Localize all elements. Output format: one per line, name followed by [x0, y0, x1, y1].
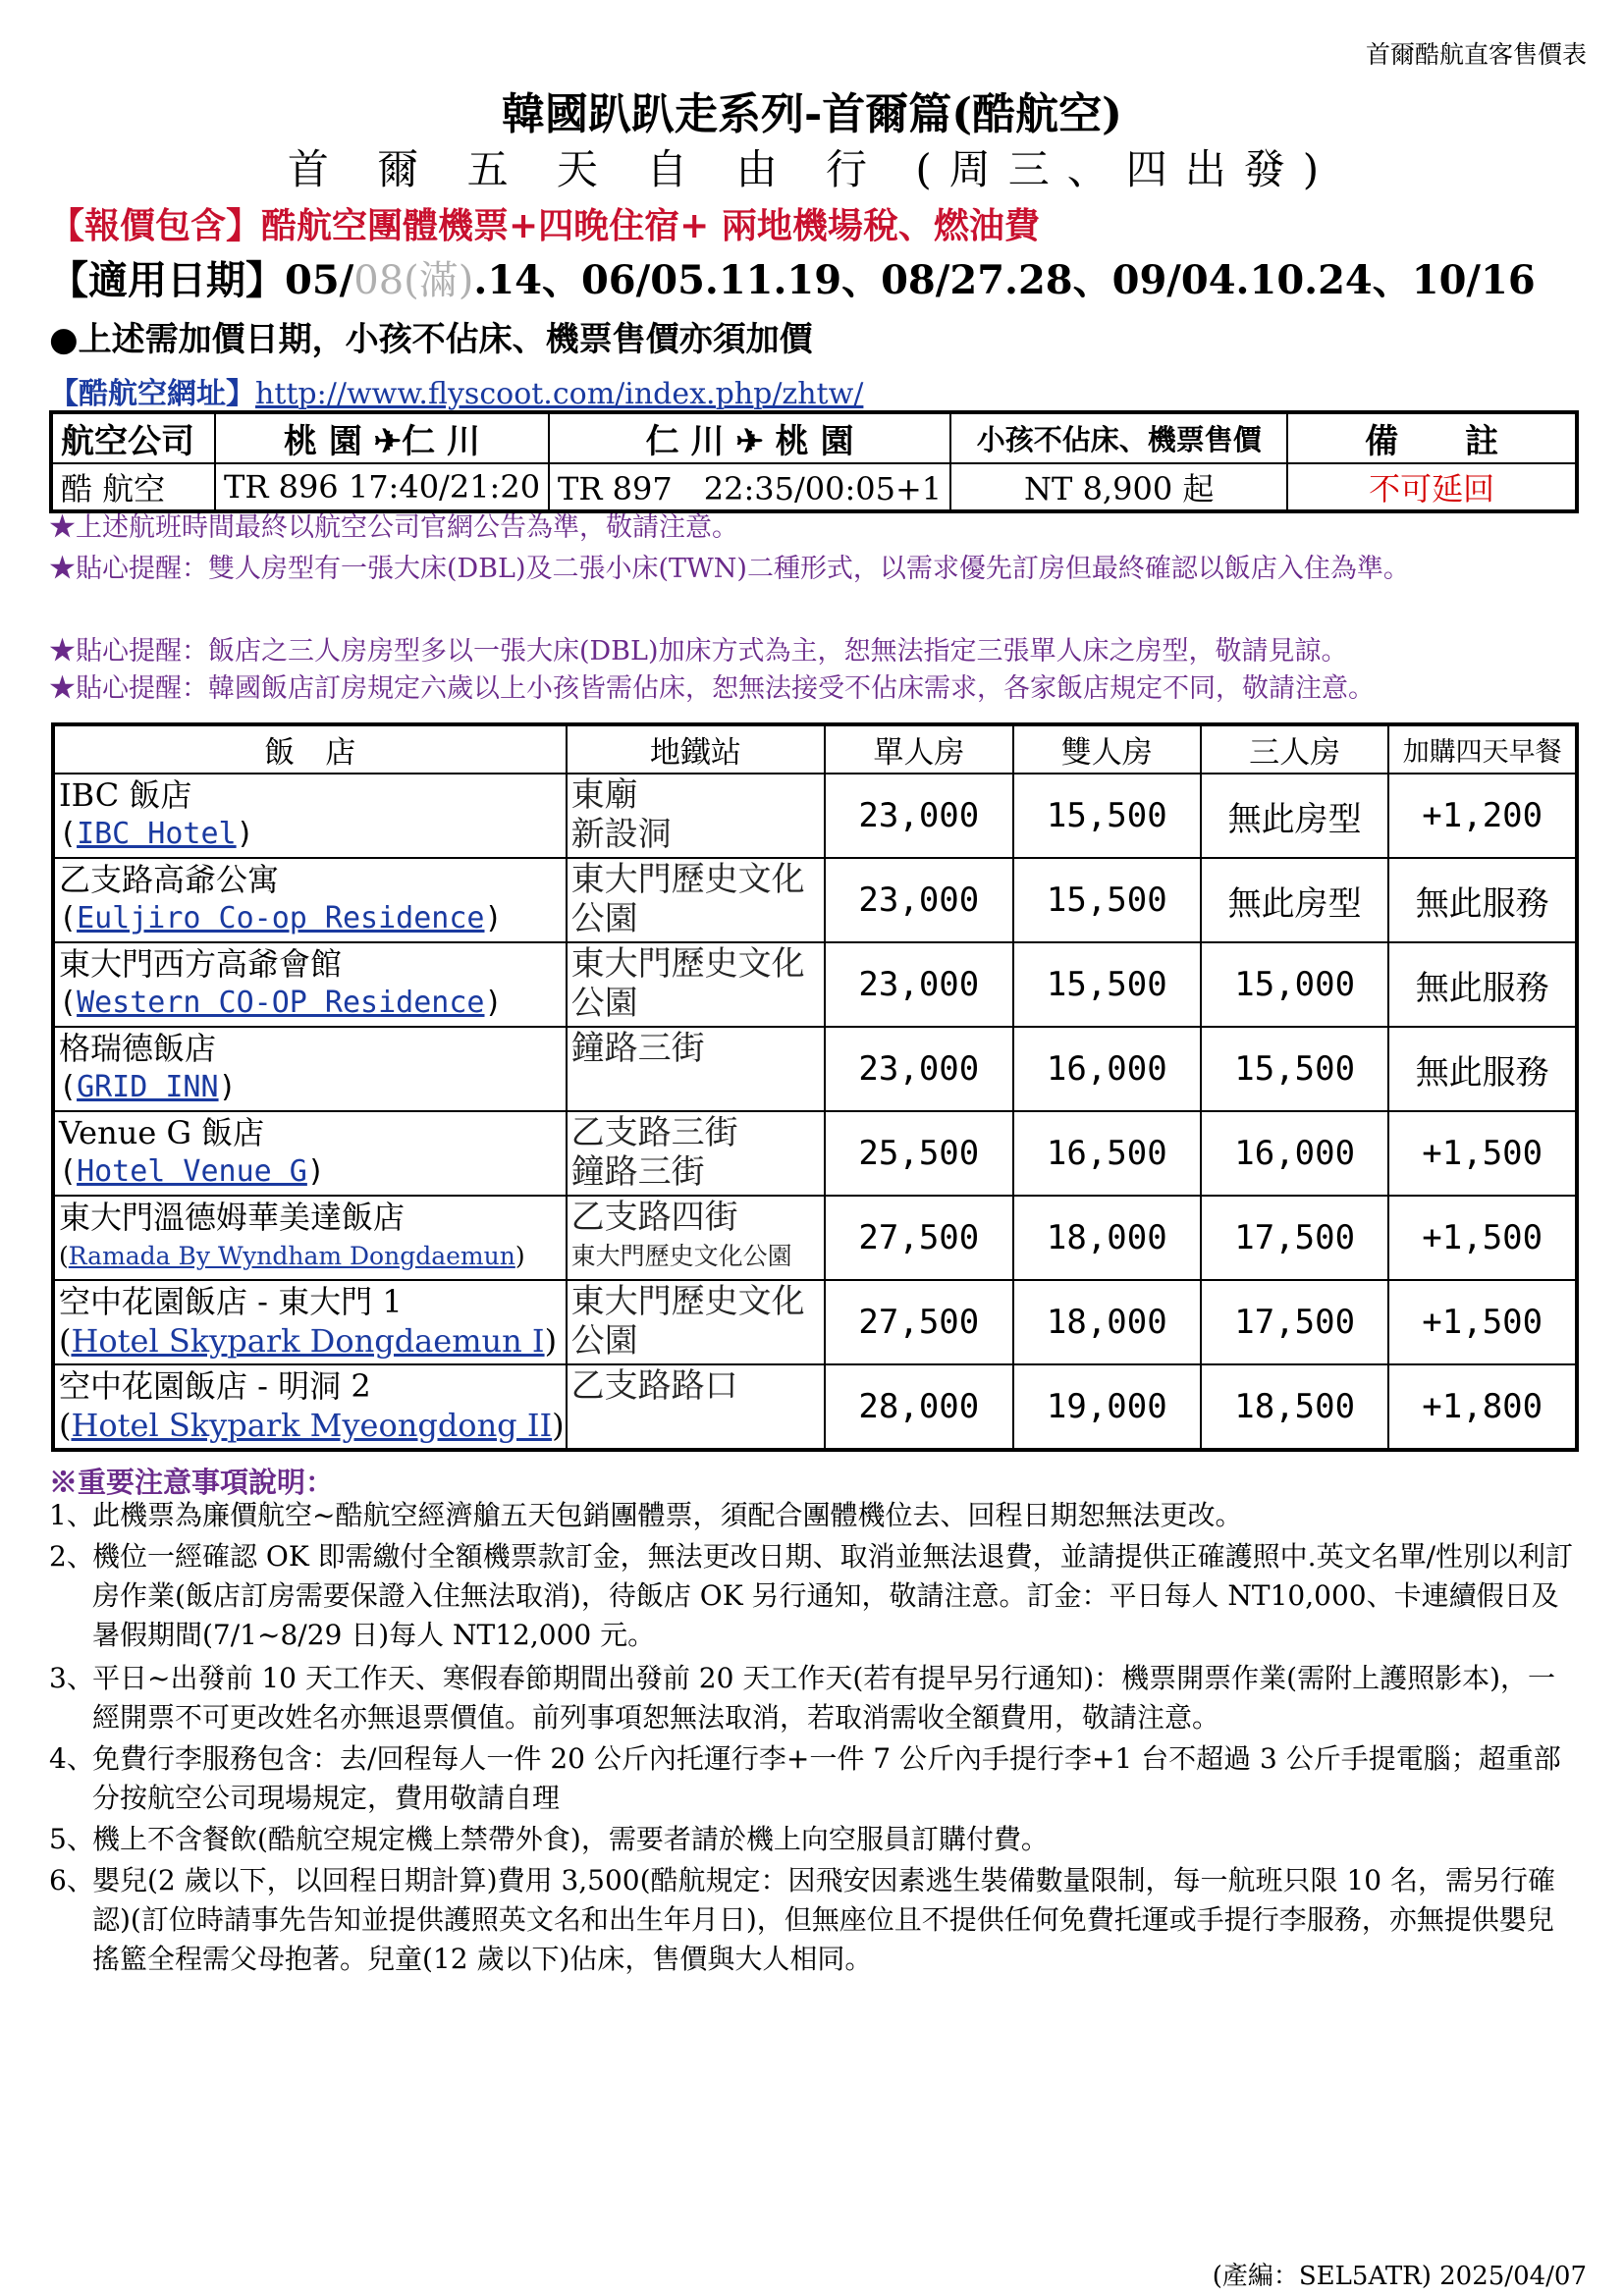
- metro-station-2: 公園: [570, 984, 638, 1023]
- note-3: [49, 1659, 1581, 1737]
- hotel-name-zh: 空中花園飯店 - 明洞 2: [59, 1367, 371, 1405]
- triple-room-price: 18,500: [1201, 1364, 1388, 1450]
- single-room-price: 23,000: [825, 942, 1012, 1027]
- triple-room-price: 無此房型: [1201, 774, 1388, 858]
- page-title: 韓國趴趴走系列-首爾篇(酷航空): [502, 89, 1122, 139]
- surcharge-note: ●上述需加價日期，小孩不佔床、機票售價亦須加價: [49, 320, 813, 359]
- flight-child-price: NT 8,900 起: [950, 463, 1287, 511]
- dates-part2: .14、06/05.11.19、08/27.28、09/04.10.24、10/16: [473, 257, 1536, 303]
- breakfast-addon-price: +1,800: [1388, 1364, 1577, 1450]
- note-number: 2、: [49, 1540, 94, 1573]
- double-room-price: 18,000: [1013, 1196, 1201, 1280]
- metro-station-2: 鐘路三街: [570, 1152, 705, 1192]
- flight-return: TR 897 22:35/00:05+1: [549, 463, 950, 511]
- hotel-header-row: [53, 724, 1577, 774]
- footer-product-code: (產編：SEL5ATR) 2025/04/07: [1212, 2262, 1587, 2291]
- star-note-2: ★貼心提醒：雙人房型有一張大床(DBL)及二張小床(TWN)二種形式，以需求優先訂房但最終確認以飯店入住為準。: [49, 554, 1410, 584]
- metro-station-2: 新設洞: [570, 815, 672, 854]
- hotel-header-single: 單人房: [825, 724, 1012, 774]
- note-text: 此機票為廉價航空~酷航空經濟艙五天包銷團體票，須配合團體機位去、回程日期恕無法更改。: [92, 1499, 1243, 1531]
- single-room-price: 28,000: [825, 1364, 1012, 1450]
- hotel-price-table: [51, 722, 1579, 1452]
- hotel-name-cell: [53, 1111, 567, 1196]
- hotel-name-cell: [53, 1027, 567, 1111]
- metro-station-cell: [567, 774, 826, 858]
- flight-header-row: [51, 412, 1577, 463]
- hotel-name-en[interactable]: GRID INN: [77, 1070, 219, 1104]
- metro-station-cell: [567, 858, 826, 942]
- hotel-name-en[interactable]: Hotel Venue G: [77, 1154, 307, 1189]
- breakfast-addon-price: +1,500: [1388, 1196, 1577, 1280]
- note-5: [49, 1820, 1581, 1859]
- metro-station-cell: [567, 1196, 826, 1280]
- hotel-name-cell: [53, 1196, 567, 1280]
- flight-outbound: TR 896 17:40/21:20: [215, 463, 549, 511]
- hotel-row: [53, 858, 1577, 942]
- note-2: [49, 1537, 1581, 1655]
- metro-station-1: 東大門歷史文化: [570, 860, 805, 899]
- hotel-name-zh: 空中花園飯店 - 東大門 1: [59, 1283, 403, 1320]
- triple-room-price: 16,000: [1201, 1111, 1388, 1196]
- hotel-name-en[interactable]: Hotel Skypark Dongdaemun I: [71, 1322, 545, 1360]
- hotel-name-en-line: (Western CO-OP Residence): [59, 986, 503, 1020]
- flight-remarks: 不可延回: [1287, 463, 1577, 511]
- hotel-row: [53, 1280, 1577, 1364]
- note-4: [49, 1739, 1581, 1818]
- metro-station-cell: [567, 942, 826, 1027]
- metro-station-cell: [567, 1027, 826, 1111]
- hotel-header-station: 地鐵站: [567, 724, 826, 774]
- hotel-name-en-line: (Euljiro Co-op Residence): [59, 901, 503, 935]
- breakfast-addon-price: 無此服務: [1388, 942, 1577, 1027]
- hotel-name-en-line: (IBC Hotel): [59, 817, 254, 851]
- flight-header-remarks: 備 註: [1287, 412, 1577, 463]
- notes-heading: ※重要注意事項說明：: [49, 1466, 335, 1499]
- hotel-row: [53, 774, 1577, 858]
- header-note: 首爾酷航直客售價表: [1365, 40, 1587, 69]
- hotel-name-cell: [53, 858, 567, 942]
- hotel-row: [53, 1111, 1577, 1196]
- hotel-name-en[interactable]: IBC Hotel: [77, 817, 237, 851]
- breakfast-addon-price: 無此服務: [1388, 858, 1577, 942]
- note-number: 1、: [49, 1499, 94, 1531]
- star-note-4: ★貼心提醒：韓國飯店訂房規定六歲以上小孩皆需佔床，恕無法接受不佔床需求，各家飯店規定不同，敬請注意。: [49, 673, 1375, 704]
- website-link[interactable]: http://www.flyscoot.com/index.php/zhtw/: [255, 377, 864, 411]
- metro-station-cell: [567, 1280, 826, 1364]
- double-room-price: 16,000: [1013, 1027, 1201, 1111]
- metro-station-1: 乙支路路口: [570, 1366, 738, 1406]
- website-line: [49, 369, 863, 412]
- note-text: 免費行李服務包含：去/回程每人一件 20 公斤內托運行李+一件 7 公斤內手提行李+1 台不超過 3 公斤手提電腦；超重部分按航空公司現場規定，費用敬請自理: [92, 1742, 1561, 1814]
- hotel-name-zh: Venue G 飯店: [59, 1114, 265, 1151]
- flight-header-return: 仁 川 ✈ 桃 園: [549, 412, 950, 463]
- triple-room-price: 15,000: [1201, 942, 1388, 1027]
- hotel-name-en[interactable]: Euljiro Co-op Residence: [77, 901, 485, 935]
- hotel-name-en-line: (Ramada By Wyndham Dongdaemun): [59, 1242, 525, 1270]
- star-note-3: ★貼心提醒：飯店之三人房房型多以一張大床(DBL)加床方式為主，恕無法指定三張單人床之房型，敬請見諒。: [49, 636, 1348, 667]
- hotel-name-en-line: (Hotel Skypark Myeongdong II): [59, 1407, 565, 1444]
- page-subtitle: 首 爾 五 天 自 由 行 (周三、四出發): [287, 145, 1337, 193]
- metro-station-1: 乙支路四街: [570, 1198, 738, 1237]
- flight-header-child-price: 小孩不佔床、機票售價: [950, 412, 1287, 463]
- metro-station-cell: [567, 1364, 826, 1450]
- website-label: 【酷航空網址】: [49, 377, 255, 411]
- breakfast-addon-price: +1,500: [1388, 1280, 1577, 1364]
- dates-part1: 05/: [285, 257, 354, 303]
- note-number: 4、: [49, 1742, 94, 1775]
- metro-station-1: 東大門歷史文化: [570, 1282, 805, 1321]
- hotel-name-en-line: (Hotel Skypark Dongdaemun I): [59, 1322, 558, 1360]
- hotel-name-zh: 東大門西方高爺會館: [59, 945, 343, 983]
- star-note-1: ★上述航班時間最終以航空公司官網公告為準，敬請注意。: [49, 512, 738, 543]
- single-room-price: 23,000: [825, 858, 1012, 942]
- metro-station-2: 公園: [570, 1321, 638, 1361]
- package-includes: 【報價包含】酷航空團體機票+四晚住宿+ 兩地機場稅、燃油費: [49, 205, 1040, 246]
- flight-data-row: [51, 463, 1577, 511]
- hotel-header-double: 雙人房: [1013, 724, 1201, 774]
- note-text: 機位一經確認 OK 即需繳付全額機票款訂金，無法更改日期、取消並無法退費，並請提供正確護照中.英文名單/性別以利訂房作業(飯店訂房需要保證入住無法取消)，待飯店 OK 另行通知，敬請注意。訂金：平日每人 NT10,000、卡連續假日及暑假期間(7/1~8/29 日)每人 NT12,000 元。: [92, 1540, 1574, 1651]
- note-number: 3、: [49, 1662, 94, 1694]
- note-number: 5、: [49, 1823, 94, 1855]
- triple-room-price: 17,500: [1201, 1280, 1388, 1364]
- hotel-name-en[interactable]: Western CO-OP Residence: [77, 986, 485, 1020]
- hotel-name-cell: [53, 1364, 567, 1450]
- hotel-header-hotel: 飯 店: [53, 724, 567, 774]
- double-room-price: 15,500: [1013, 858, 1201, 942]
- metro-station-2: 東大門歷史文化公園: [570, 1242, 792, 1270]
- triple-room-price: 15,500: [1201, 1027, 1388, 1111]
- hotel-row: [53, 1364, 1577, 1450]
- hotel-row: [53, 942, 1577, 1027]
- single-room-price: 23,000: [825, 1027, 1012, 1111]
- hotel-name-zh: 乙支路高爺公寓: [59, 861, 280, 898]
- double-room-price: 15,500: [1013, 942, 1201, 1027]
- hotel-name-cell: [53, 1280, 567, 1364]
- hotel-header-breakfast: 加購四天早餐: [1388, 724, 1577, 774]
- hotel-name-en-line: (GRID INN): [59, 1070, 237, 1104]
- double-room-price: 15,500: [1013, 774, 1201, 858]
- single-room-price: 23,000: [825, 774, 1012, 858]
- note-text: 機上不含餐飲(酷航空規定機上禁帶外食)，需要者請於機上向空服員訂購付費。: [92, 1823, 1049, 1855]
- metro-station-1: 乙支路三街: [570, 1113, 738, 1152]
- applicable-dates: [49, 249, 1536, 305]
- breakfast-addon-price: 無此服務: [1388, 1027, 1577, 1111]
- hotel-name-cell: [53, 774, 567, 858]
- note-text: 嬰兒(2 歲以下，以回程日期計算)費用 3,500(酷航規定：因飛安因素逃生裝備數量限制，每一航班只限 10 名，需另行確認)(訂位時請事先告知並提供護照英文名和出生年月日)，但無座位且不提供任何免費托運或手提行李服務，亦無提供嬰兒搖籃全程需父母抱著。兒童(12 歲以下)佔床，售價與大人相同。: [92, 1864, 1555, 1975]
- flight-header-airline: 航空公司: [51, 412, 215, 463]
- double-room-price: 18,000: [1013, 1280, 1201, 1364]
- breakfast-addon-price: +1,200: [1388, 774, 1577, 858]
- hotel-name-en[interactable]: Ramada By Wyndham Dongdaemun: [68, 1242, 515, 1270]
- triple-room-price: 17,500: [1201, 1196, 1388, 1280]
- single-room-price: 25,500: [825, 1111, 1012, 1196]
- hotel-name-en[interactable]: Hotel Skypark Myeongdong II: [71, 1407, 553, 1444]
- hotel-name-zh: 格瑞德飯店: [59, 1030, 217, 1067]
- metro-station-1: 東廟: [570, 775, 638, 815]
- metro-station-2: 公園: [570, 899, 638, 938]
- triple-room-price: 無此房型: [1201, 858, 1388, 942]
- note-number: 6、: [49, 1864, 94, 1896]
- note-1: [49, 1496, 1581, 1535]
- hotel-name-en-line: (Hotel Venue G): [59, 1154, 325, 1189]
- hotel-name-zh: 東大門溫德姆華美達飯店: [59, 1199, 406, 1236]
- flight-table: [49, 410, 1579, 513]
- double-room-price: 16,500: [1013, 1111, 1201, 1196]
- dates-full-note: 08(滿): [353, 258, 474, 303]
- hotel-name-cell: [53, 942, 567, 1027]
- single-room-price: 27,500: [825, 1196, 1012, 1280]
- dates-label: 【適用日期】: [49, 257, 285, 303]
- note-6: [49, 1861, 1581, 1979]
- double-room-price: 19,000: [1013, 1364, 1201, 1450]
- metro-station-1: 鐘路三街: [570, 1029, 705, 1068]
- hotel-row: [53, 1027, 1577, 1111]
- breakfast-addon-price: +1,500: [1388, 1111, 1577, 1196]
- metro-station-cell: [567, 1111, 826, 1196]
- hotel-name-zh: IBC 飯店: [59, 776, 192, 814]
- note-text: 平日~出發前 10 天工作天、寒假春節期間出發前 20 天工作天(若有提早另行通知)：機票開票作業(需附上護照影本)，一經開票不可更改姓名亦無退票價值。前列事項恕無法取消，若取消需收全額費用，敬請注意。: [92, 1662, 1556, 1734]
- hotel-row: [53, 1196, 1577, 1280]
- metro-station-1: 東大門歷史文化: [570, 944, 805, 984]
- single-room-price: 27,500: [825, 1280, 1012, 1364]
- hotel-header-triple: 三人房: [1201, 724, 1388, 774]
- flight-airline: 酷 航空: [51, 463, 215, 511]
- flight-header-outbound: 桃 園 ✈仁 川: [215, 412, 549, 463]
